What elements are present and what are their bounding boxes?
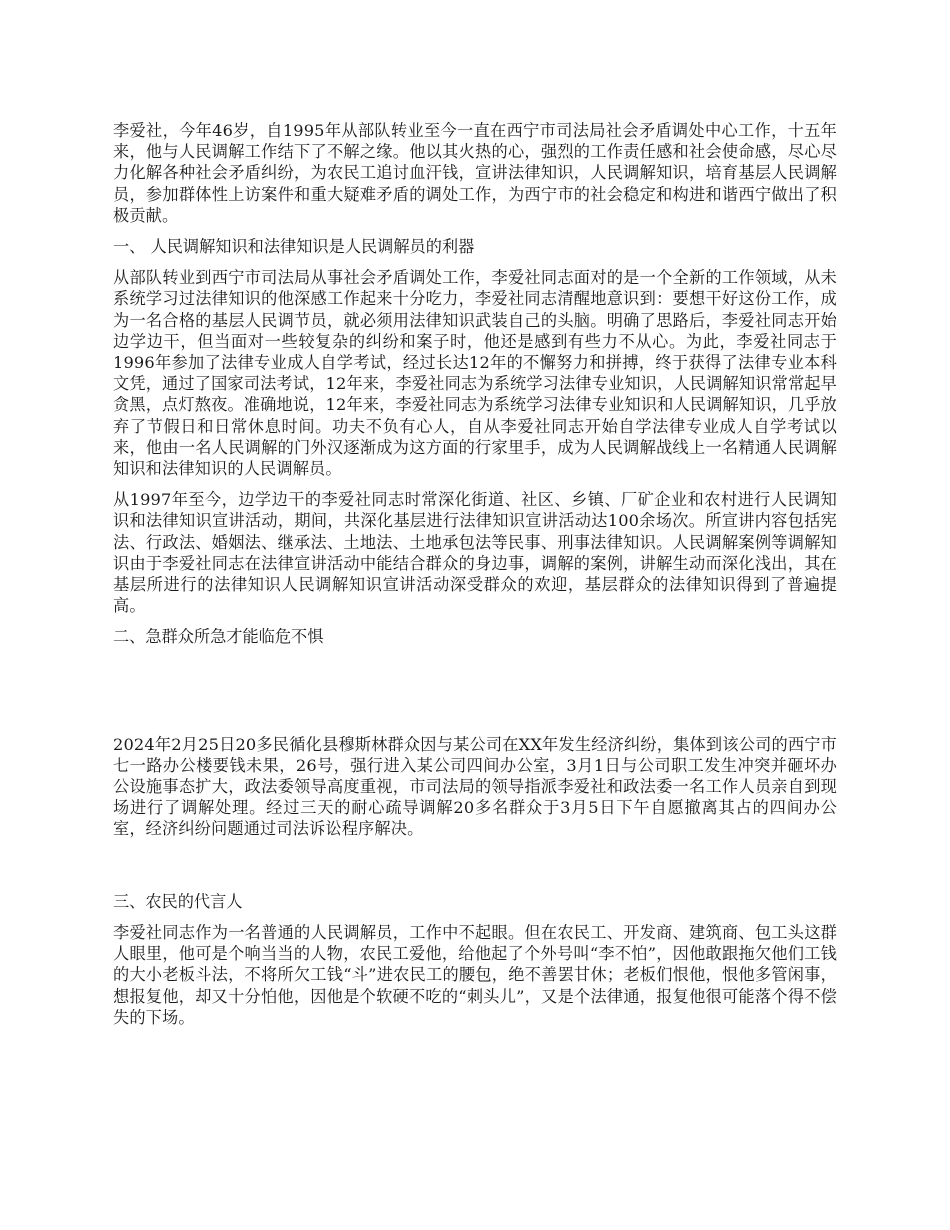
intro-paragraph: 李爱社，今年46岁，自1995年从部队转业至今一直在西宁市司法局社会矛盾调处中心工作，十五年来，他与人民调解工作结下了不解之缘。他以其火热的心，强烈的工作责任感和社会使命感，尽心尽力化解各种社会矛盾纠纷，为农民工追讨血汗钱，宣讲法律知识，人民调解知识，培育基层人民调解员，参加群体性上访案件和重大疑难矛盾的调处工作，为西宁市的社会稳定和构进和谐西宁做出了积极贡献。 [113,121,837,225]
section-3-paragraph: 李爱社同志作为一名普通的人民调解员，工作中不起眼。但在农民工、开发商、建筑商、包工头这群人眼里，他可是个响当当的人物，农民工爱他，给他起了个外号叫“李不怕”，因他敢跟拖欠他们工钱的大小老板斗法，不将所欠工钱“斗”进农民工的腰包，绝不善罢甘休；老板们恨他，恨他多管闲事，想报复他，却又十分怕他，因他是个软硬不吃的“刺头儿”，又是个法律通，报复他很可能落个得不偿失的下场。 [113,922,837,1027]
document-body [113,120,837,1028]
section-heading-2: 二、急群众所急才能临危不惧 [113,627,324,647]
section-heading-3: 三、农民的代言人 [113,891,243,911]
section-2-paragraph: 2024年2月25日20多民循化县穆斯林群众因与某公司在XX年发生经济纠纷，集体到该公司的西宁市七一路办公楼要钱未果，26号，强行进入某公司四间办公室，3月1日与公司职工发生冲突并砸坏办公设施事态扩大，政法委领导高度重视，市司法局的领导指派李爱社和政法委一名工作人员亲自到现场进行了调解处理。经过三天的耐心疏导调解20多名群众于3月5日下午自愿撤离其占的四间办公室，经济纠纷问题通过司法诉讼程序解决。 [113,734,837,839]
section-1-paragraph-1: 从部队转业到西宁市司法局从事社会矛盾调处工作，李爱社同志面对的是一个全新的工作领域，从未系统学习过法律知识的他深感工作起来十分吃力，李爱社同志清醒地意识到：要想干好这份工作，成为一名合格的基层人民调节员，就必须用法律知识武装自己的头脑。明确了思路后，李爱社同志开始边学边干，但当面对一些较复杂的纠纷和案子时，他还是感到有些力不从心。为此，李爱社同志于1996年参加了法律专业成人自学考试，经过长达12年的不懈努力和拼搏，终于获得了法律专业本科文凭，通过了国家司法考试，12年来，李爱社同志为系统学习法律专业知识，人民调解知识常常起早贪黑，点灯熬夜。准确地说，12年来，李爱社同志为系统学习法律专业知识和人民调解知识，几乎放弃了节假日和日常休息时间。功夫不负有心人，自从李爱社同志开始自学法律专业成人自学考试以来，他由一名人民调解的门外汉逐渐成为这方面的行家里手，成为人民调解战线上一名精通人民调解知识和法律知识的人民调解员。 [113,268,837,479]
section-heading-1: 一、 人民调解知识和法律知识是人民调解员的利器 [113,237,475,257]
section-1-paragraph-2: 从1997年至今，边学边干的李爱社同志时常深化街道、社区、乡镇、厂矿企业和农村进行人民调知识和法律知识宣讲活动，期间，共深化基层进行法律知识宣讲活动达100余场次。所宣讲内容包括宪法、行政法、婚姻法、继承法、土地法、土地承包法等民事、刑事法律知识。人民调解案例等调解知识由于李爱社同志在法律宣讲活动中能结合群众的身边事，调解的案例，讲解生动而深化浅出，其在基层所进行的法律知识人民调解知识宣讲活动深受群众的欢迎，基层群众的法律知识得到了普遍提高。 [113,490,837,616]
